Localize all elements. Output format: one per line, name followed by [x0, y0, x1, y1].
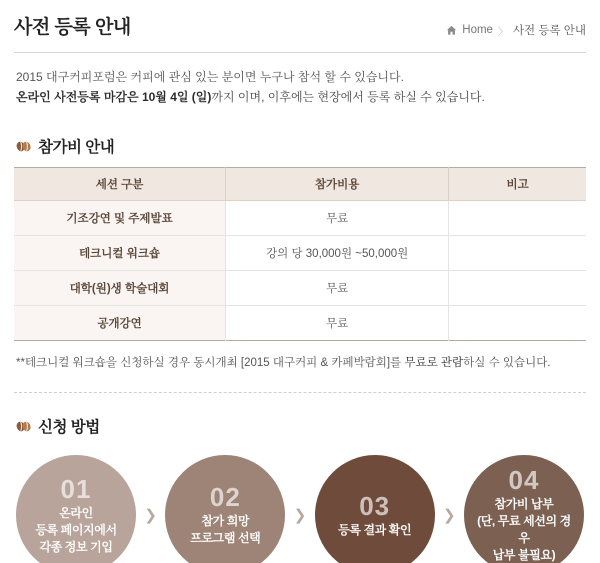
table-header-row — [14, 168, 586, 201]
step-number: 04 — [508, 465, 540, 495]
page-header — [14, 0, 586, 53]
intro-line-2 — [16, 87, 584, 107]
apply-steps — [14, 447, 586, 563]
coffee-bean-icon — [16, 139, 31, 154]
apply-section — [14, 415, 586, 563]
step-text: 등록 결과 확인 — [338, 522, 412, 537]
table-row — [14, 201, 586, 236]
apply-section-heading — [14, 415, 586, 447]
step-number: 02 — [209, 482, 241, 512]
breadcrumb-separator: 〉 — [497, 26, 508, 38]
step-text: 온라인 등록 페이지에서 각종 정보 기입 — [35, 505, 117, 554]
fee-table — [14, 167, 586, 341]
column-header-session: 세션 구분 — [14, 168, 226, 201]
cell-session: 대학(원)생 학술대회 — [14, 271, 226, 306]
column-header-note: 비고 — [449, 168, 586, 201]
breadcrumb — [446, 22, 586, 38]
cell-note — [449, 201, 586, 236]
cell-session: 공개강연 — [14, 306, 226, 341]
fee-section-heading — [14, 135, 586, 167]
coffee-bean-icon — [16, 419, 31, 434]
step-arrow-icon: ❯ — [144, 506, 157, 524]
cell-fee: 무료 — [226, 306, 449, 341]
column-header-fee: 참가비용 — [226, 168, 449, 201]
home-icon — [446, 25, 457, 36]
step-circle-01 — [16, 455, 136, 563]
cell-fee: 무료 — [226, 201, 449, 236]
table-row — [14, 236, 586, 271]
page-title: 사전 등록 안내 — [14, 17, 131, 38]
fee-note — [14, 341, 586, 372]
fee-note-emphasis: 무료로 관람 — [404, 357, 464, 369]
step-number: 01 — [60, 473, 92, 504]
cell-session: 기조강연 및 주제발표 — [14, 201, 226, 236]
cell-note — [449, 271, 586, 306]
fee-note-lead: **테크니컬 워크숍을 신청하실 경우 동시개최 [2015 대구커피 & 카페박람회]를 — [16, 357, 405, 369]
step-circle-04 — [464, 455, 584, 563]
cell-fee: 무료 — [226, 271, 449, 306]
step-circle-03 — [315, 455, 435, 563]
step-arrow-icon: ❯ — [443, 506, 456, 524]
intro-line-1: 2015 대구커피포럼은 커피에 관심 있는 분이면 누구나 참석 할 수 있습니다. — [16, 70, 404, 84]
section-divider — [14, 392, 586, 393]
step-text: 참가 희망 프로그램 선택 — [190, 514, 261, 545]
apply-section-title: 신청 방법 — [38, 419, 100, 436]
cell-fee: 강의 당 30,000원 ~50,000원 — [226, 236, 449, 271]
fee-note-tail: 하실 수 있습니다. — [463, 357, 551, 369]
breadcrumb-home[interactable]: Home — [462, 24, 493, 36]
step-text: 참가비 납부 (단, 무료 세션의 경우 납부 불필요) — [477, 497, 571, 562]
step-number: 03 — [359, 490, 391, 521]
table-row — [14, 306, 586, 341]
cell-note — [449, 236, 586, 271]
step-circle-02 — [165, 455, 285, 563]
intro-line-2-tail: 까지 이며, 이후에는 현장에서 등록 하실 수 있습니다. — [211, 90, 485, 104]
intro-line-2-lead: 온라인 사전등록 마감은 — [16, 90, 142, 104]
cell-session: 테크니컬 워크숍 — [14, 236, 226, 271]
fee-section-title: 참가비 안내 — [38, 139, 115, 156]
breadcrumb-current: 사전 등록 안내 — [512, 25, 586, 37]
registration-deadline: 10월 4일 (일) — [141, 90, 212, 104]
fee-section — [14, 135, 586, 372]
step-arrow-icon: ❯ — [293, 506, 307, 524]
cell-note — [449, 306, 586, 341]
intro-text — [14, 53, 586, 113]
table-row — [14, 271, 586, 306]
